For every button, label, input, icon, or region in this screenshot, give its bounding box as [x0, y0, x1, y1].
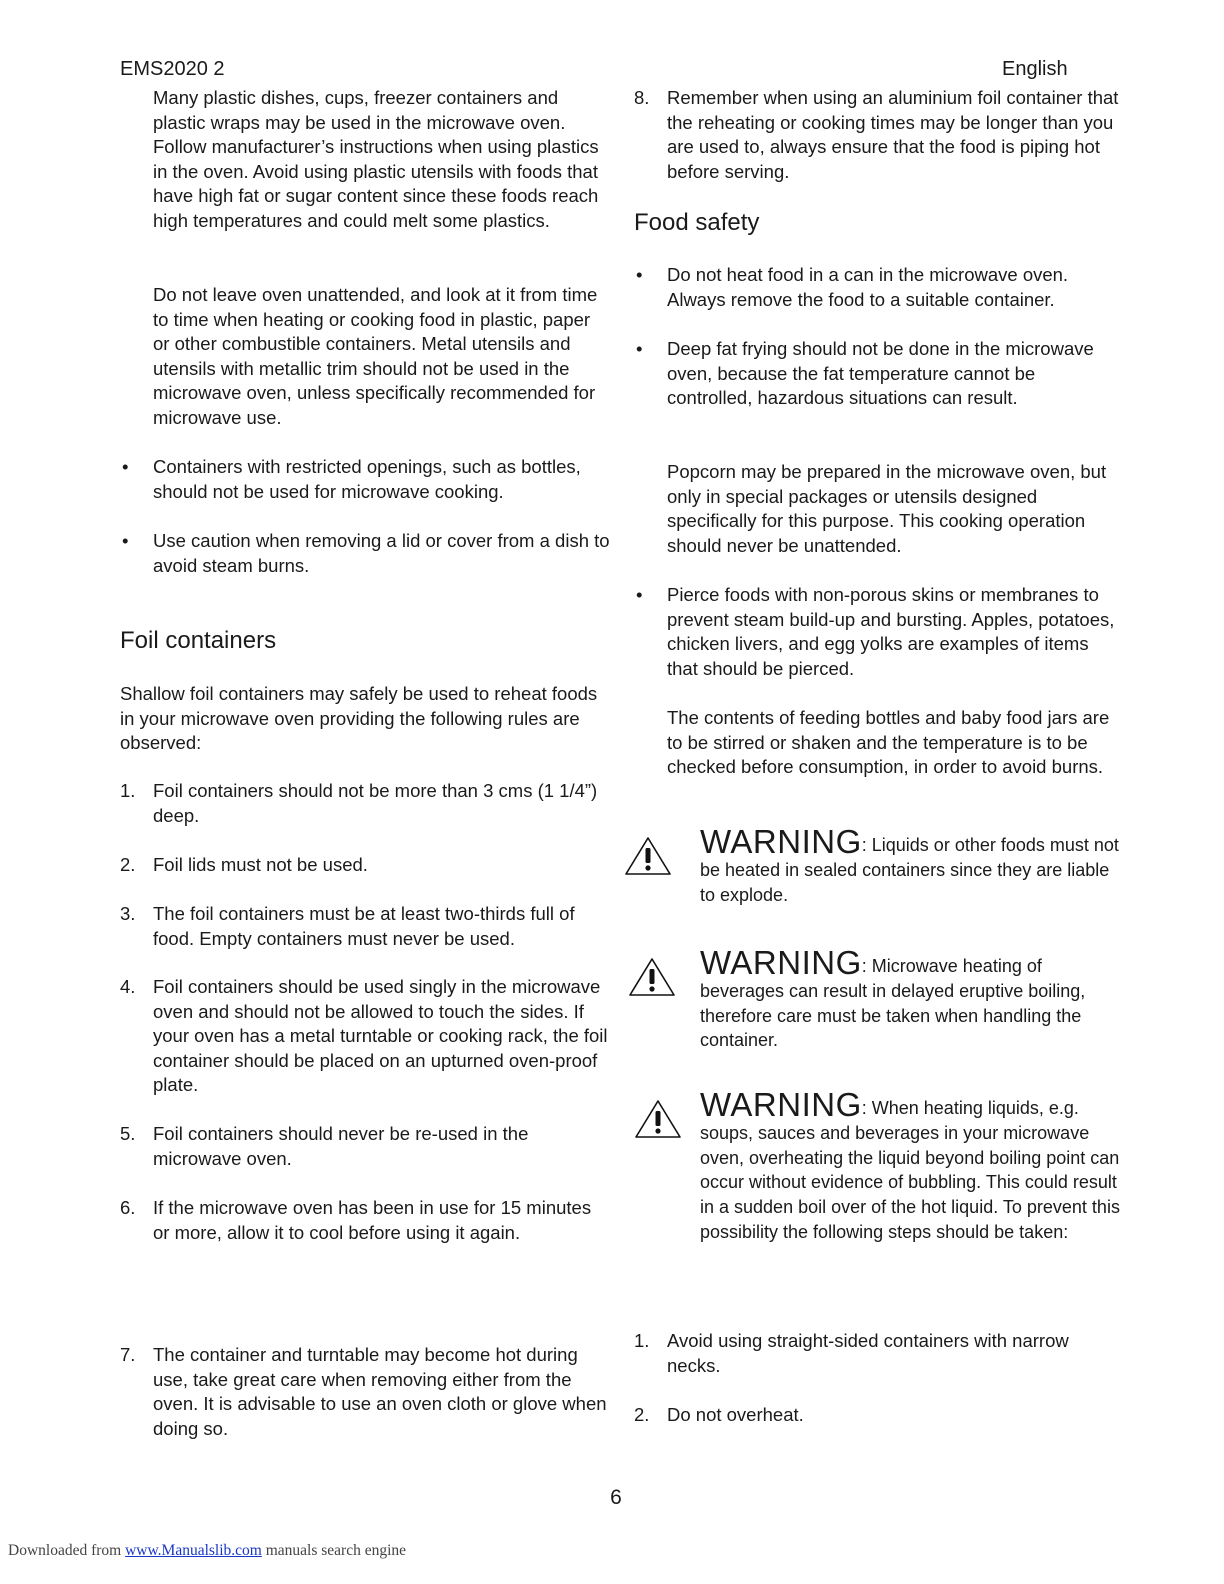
- document-model: EMS2020 2: [120, 58, 225, 80]
- list-number: 1.: [120, 780, 136, 801]
- list-item: [634, 263, 1124, 312]
- bullet-text: Use caution when removing a lid or cover from a dish to avoid steam burns.: [153, 530, 610, 576]
- warning-text: [700, 944, 1124, 1053]
- list-item: [634, 583, 1124, 681]
- warning-label: WARNING: [700, 823, 862, 860]
- list-number: 4.: [120, 976, 136, 997]
- bullet-marker: •: [636, 584, 643, 605]
- manualslib-link[interactable]: www.Manualslib.com: [125, 1542, 262, 1559]
- warning-triangle-icon: [624, 836, 672, 876]
- list-text: The container and turntable may become hot during use, take great care when removing either from the oven. It is advisable to use an oven cloth or glove when doing so.: [153, 1344, 607, 1439]
- list-text: Foil containers should not be more than 3 cms (1 1/4”) deep.: [153, 780, 598, 826]
- foil-intro-paragraph: Shallow foil containers may safely be used to reheat foods in your microwave oven providing the following rules are observed:: [120, 683, 598, 754]
- list-item: [120, 975, 610, 1098]
- warning-triangle-icon: [634, 1099, 682, 1139]
- list-number: 1.: [634, 1330, 650, 1351]
- list-text: The foil containers must be at least two-thirds full of food. Empty containers must never be used.: [153, 903, 575, 949]
- list-number: 3.: [120, 903, 136, 924]
- list-item: [634, 1403, 1124, 1428]
- plastics-paragraph: Many plastic dishes, cups, freezer containers and plastic wraps may be used in the microwave oven. Follow manufacturer’s instructions when using plastics in the oven. Avoid using plastic utensils with foods that have high fat or sugar content since these foods reach high temperatures and could melt some plastics.: [153, 87, 599, 231]
- list-item: [120, 1196, 610, 1245]
- list-item: [120, 529, 610, 578]
- bullet-text: Pierce foods with non-porous skins or membranes to prevent steam build-up and bursting. Apples, potatoes, chicken livers, and egg yolks are examples of items that should be pierced.: [667, 584, 1115, 679]
- list-item: [634, 86, 1124, 184]
- list-number: 2.: [634, 1404, 650, 1425]
- list-item: [120, 455, 610, 504]
- unattended-paragraph: Do not leave oven unattended, and look at it from time to time when heating or cooking food in plastic, paper or other combustible containers. Metal utensils and utensils with metallic trim should not be used in the microwave oven, unless specifically recommended for microwave use.: [153, 284, 598, 428]
- foil-containers-heading: Foil containers: [120, 627, 277, 654]
- list-text: Foil containers should never be re-used in the microwave oven.: [153, 1123, 529, 1169]
- page-number: 6: [610, 1486, 622, 1509]
- list-item: [120, 1343, 610, 1441]
- list-number: 5.: [120, 1123, 136, 1144]
- list-item: [120, 779, 610, 828]
- list-number: 2.: [120, 854, 136, 875]
- bullet-marker: •: [636, 264, 643, 285]
- warning-text: [700, 823, 1124, 907]
- list-text: Foil containers should be used singly in the microwave oven and should not be allowed to touch the sides. If your oven has a metal turntable or cooking rack, the foil container should be placed on an upturned oven-proof plate.: [153, 976, 608, 1096]
- list-text: Foil lids must not be used.: [153, 854, 368, 875]
- bullet-text: Deep fat frying should not be done in the microwave oven, because the fat temperature cannot be controlled, hazardous situations can result.: [667, 338, 1094, 409]
- document-language: English: [1002, 58, 1068, 80]
- list-text: Do not overheat.: [667, 1404, 804, 1425]
- list-text: Remember when using an aluminium foil container that the reheating or cooking times may be longer than you are used to, always ensure that the food is piping hot before serving.: [667, 87, 1119, 182]
- warning-label: WARNING: [700, 1086, 862, 1123]
- list-item: [120, 1122, 610, 1171]
- warning-message: : When heating liquids, e.g. soups, sauces and beverages in your microwave oven, overheating the liquid beyond boiling point can occur without evidence of bubbling. This could result in a sudden boil over of the hot liquid. To prevent this possibility the following steps should be taken:: [700, 1098, 1120, 1242]
- warning-label: WARNING: [700, 944, 862, 981]
- warning-message: : Microwave heating of beverages can result in delayed eruptive boiling, therefore care must be taken when handling the container.: [700, 956, 1086, 1051]
- popcorn-paragraph: Popcorn may be prepared in the microwave oven, but only in special packages or utensils designed specifically for this purpose. This cooking operation should never be unattended.: [667, 461, 1107, 556]
- list-item: [120, 902, 610, 951]
- list-number: 8.: [634, 87, 650, 108]
- list-item: [634, 1329, 1124, 1378]
- warning-text: [700, 1086, 1124, 1245]
- list-item: [120, 853, 610, 878]
- warning-message: : Liquids or other foods must not be heated in sealed containers since they are liable to explode.: [700, 835, 1119, 905]
- download-footer: [8, 1542, 406, 1560]
- footer-suffix: manuals search engine: [261, 1542, 407, 1559]
- bullet-marker: •: [636, 338, 643, 359]
- bullet-text: Do not heat food in a can in the microwave oven. Always remove the food to a suitable container.: [667, 264, 1069, 310]
- bullet-marker: •: [122, 456, 129, 477]
- list-text: If the microwave oven has been in use for 15 minutes or more, allow it to cool before using it again.: [153, 1197, 592, 1243]
- feeding-bottles-paragraph: The contents of feeding bottles and baby food jars are to be stirred or shaken and the temperature is to be checked before consumption, in order to avoid burns.: [667, 707, 1110, 778]
- list-number: 7.: [120, 1344, 136, 1365]
- list-item: [634, 337, 1124, 411]
- bullet-marker: •: [122, 530, 129, 551]
- list-number: 6.: [120, 1197, 136, 1218]
- food-safety-heading: Food safety: [634, 209, 760, 236]
- bullet-text: Containers with restricted openings, such as bottles, should not be used for microwave cooking.: [153, 456, 581, 502]
- warning-triangle-icon: [628, 957, 676, 997]
- list-text: Avoid using straight-sided containers with narrow necks.: [667, 1330, 1069, 1376]
- footer-prefix: Downloaded from: [8, 1542, 126, 1559]
